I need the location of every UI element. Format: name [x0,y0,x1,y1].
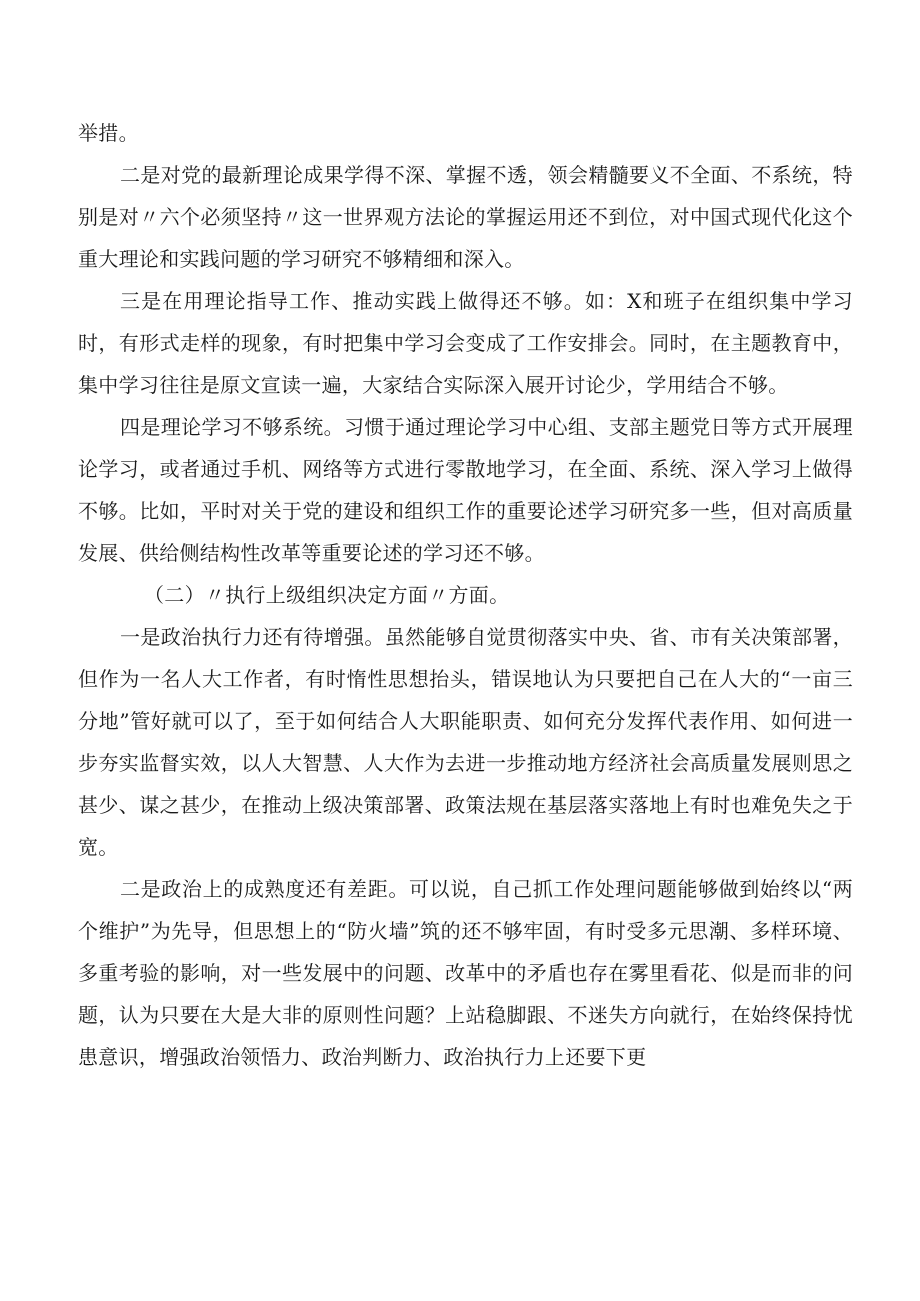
paragraph-section2-point-two: 二是政治上的成熟度还有差距。可以说，自己抓工作处理问题能够做到始终以“两个维护”为先导，但思想上的“防火墙”筑的还不够牢固，有时受多元思潮、多样环境、多重考验的影响，对一些发展中的问题、改革中的矛盾也存在雾里看花、似是而非的问题，认为只要在大是大非的原则性问题？上站稳脚跟、不迷失方向就行，在始终保持忧患意识，增强政治领悟力、政治判断力、政治执行力上还要下更 [78,877,853,1069]
paragraph-section2-point-one: 一是政治执行力还有待增强。虽然能够自觉贯彻落实中央、省、市有关决策部署，但作为一名人大工作者，有时惰性思想抬头，错误地认为只要把自己在人大的“一亩三分地”管好就可以了，至于如何结合人大职能职责、如何充分发挥代表作用、如何进一步夯实监督实效，以人大智慧、人大作为去进一步推动地方经济社会高质量发展则思之甚少、谋之甚少，在推动上级决策部署、政策法规在基层落实落地上有时也难免失之于宽。 [78,625,853,859]
paragraph-point-four: 四是理论学习不够系统。习惯于通过理论学习中心组、支部主题党日等方式开展理论学习，或者通过手机、网络等方式进行零散地学习，在全面、系统、深入学习上做得不够。比如，平时对关于党的建设和组织工作的重要论述学习研究多一些，但对高质量发展、供给侧结构性改革等重要论述的学习还不够。 [78,415,853,565]
document-body [78,112,853,1078]
paragraph-continuation: 举措。 [78,121,139,145]
section-heading: （二）〃执行上级组织决定方面〃方面。 [144,583,510,607]
paragraph-point-two: 二是对党的最新理论成果学得不深、掌握不透，领会精髓要义不全面、不系统，特别是对〃六个必须坚持〃这一世界观方法论的掌握运用还不到位，对中国式现代化这个重大理论和实践问题的学习研究不够精细和深入。 [78,163,853,271]
paragraph-point-three: 三是在用理论指导工作、推动实践上做得还不够。如：X和班子在组织集中学习时，有形式走样的现象，有时把集中学习会变成了工作安排会。同时，在主题教育中，集中学习往往是原文宣读一遍，大家结合实际深入展开讨论少，学用结合不够。 [78,289,853,397]
